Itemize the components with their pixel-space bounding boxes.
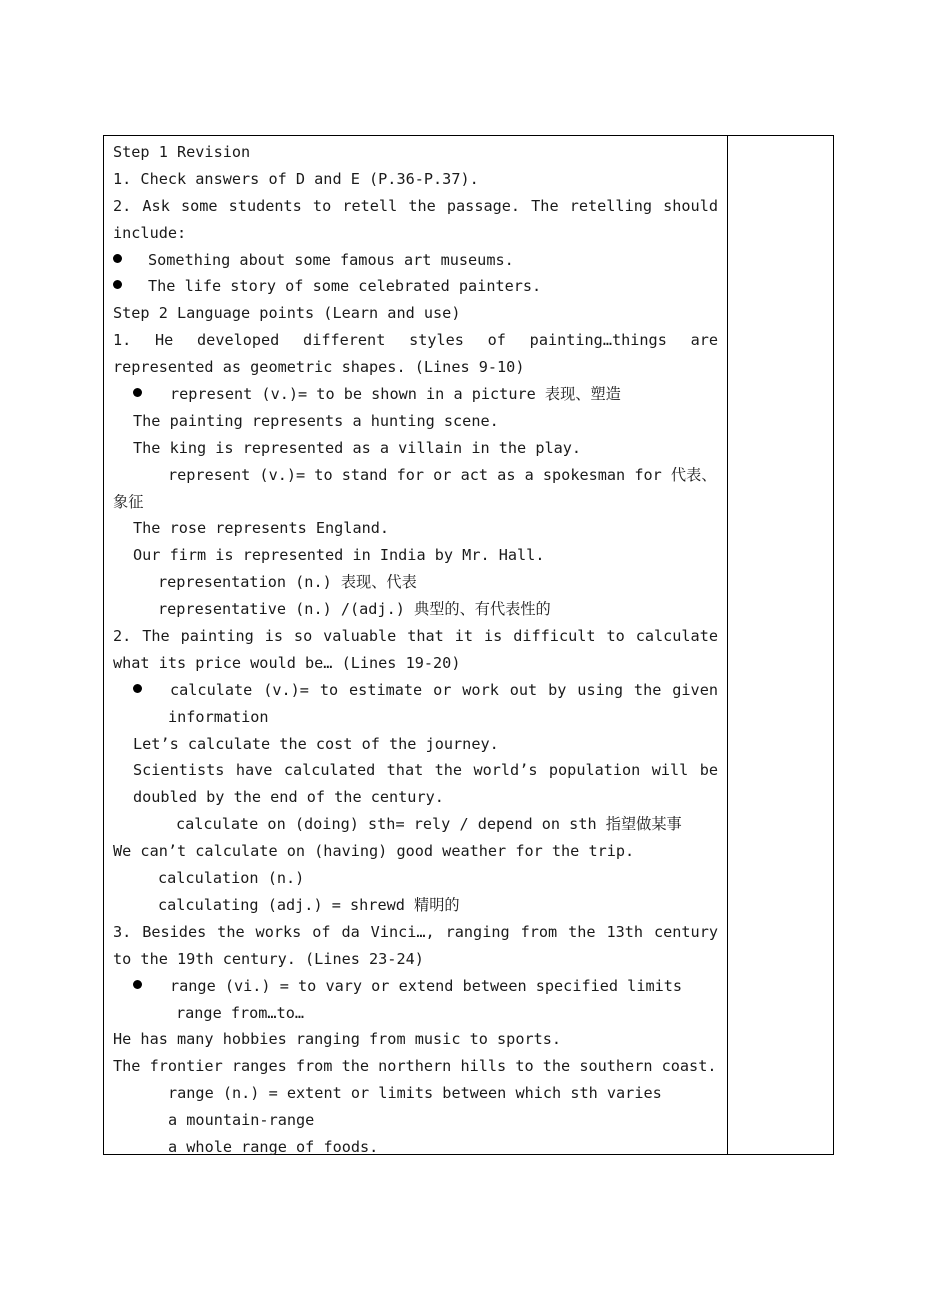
line-text: The frontier ranges from the northern hills to the southern coast. [113, 1057, 717, 1076]
line-text: what its price would be… (Lines 19-20) [113, 653, 461, 672]
line-text: to the 19th century. (Lines 23-24) [113, 949, 424, 968]
text-line [113, 1107, 718, 1134]
text-line [113, 1026, 718, 1053]
text-line [113, 489, 718, 516]
text-line [113, 327, 718, 354]
text-line [113, 946, 718, 973]
line-text: doubled by the end of the century. [133, 788, 444, 807]
line-text: calculating (adj.) = shrewd 精明的 [158, 895, 460, 914]
text-line [113, 1134, 718, 1161]
line-text: represent (v.)= to be shown in a picture 表现、塑造 [170, 385, 621, 404]
line-text: He has many hobbies ranging from music to sports. [113, 1030, 562, 1049]
bullet-line [113, 973, 718, 1000]
text-line [113, 139, 718, 166]
line-text: Our firm is represented in India by Mr. Hall. [133, 546, 545, 565]
line-text: Step 1 Revision [113, 143, 251, 161]
text-line [113, 731, 718, 758]
text-line [113, 704, 718, 731]
bullet-icon [113, 254, 122, 263]
bullet-line [113, 677, 718, 704]
text-line [113, 1080, 718, 1107]
text-line [113, 892, 718, 919]
lesson-table [103, 135, 834, 1155]
bullet-line [113, 247, 718, 274]
line-text: 1. He developed different styles of painting…things are [113, 331, 718, 350]
line-text: representative (n.) /(adj.) 典型的、有代表性的 [158, 600, 551, 619]
text-line [113, 650, 718, 677]
text-line [113, 569, 718, 596]
text-line [113, 462, 718, 489]
text-line [113, 1000, 718, 1027]
line-text: Scientists have calculated that the world’s population will be [133, 761, 718, 780]
text-line [113, 300, 718, 327]
bullet-icon [113, 280, 122, 289]
line-text: The rose represents England. [133, 519, 390, 538]
bullet-line [113, 381, 718, 408]
text-line [113, 811, 718, 838]
text-line [113, 354, 718, 381]
line-text: The life story of some celebrated painters. [148, 277, 542, 296]
bullet-icon [133, 388, 142, 397]
line-text: Let’s calculate the cost of the journey. [133, 734, 499, 753]
bullet-icon [133, 980, 142, 989]
line-text: representation (n.) 表现、代表 [158, 573, 417, 592]
line-text: information [168, 707, 269, 726]
line-text: range (n.) = extent or limits between which sth varies [168, 1084, 662, 1103]
text-line [113, 784, 718, 811]
line-text: Step 2 Language points (Learn and use) [113, 304, 461, 323]
line-text: The king is represented as a villain in the play. [133, 438, 582, 457]
text-line [113, 166, 718, 193]
text-line [113, 1053, 718, 1080]
text-line [113, 515, 718, 542]
text-line [113, 865, 718, 892]
line-text: a whole range of foods. [168, 1137, 379, 1156]
text-line [113, 596, 718, 623]
notes-column-cell [728, 136, 833, 1154]
text-line [113, 542, 718, 569]
line-text: 象征 [113, 492, 144, 511]
line-text: We can’t calculate on (having) good weather for the trip. [113, 842, 635, 861]
text-line [113, 408, 718, 435]
text-line [113, 435, 718, 462]
line-text: 2. The painting is so valuable that it is difficult to calculate [113, 627, 718, 646]
line-text: 2. Ask some students to retell the passage. The retelling should [113, 196, 718, 215]
line-text: 1. Check answers of D and E (P.36-P.37). [113, 169, 479, 188]
lesson-content-cell [113, 139, 718, 1161]
line-text: include: [113, 223, 187, 242]
line-text: The painting represents a hunting scene. [133, 411, 499, 430]
line-text: 3. Besides the works of da Vinci…, ranging from the 13th century [113, 922, 718, 941]
line-text: range (vi.) = to vary or extend between specified limits [170, 976, 683, 995]
text-line [113, 193, 718, 220]
text-line [113, 623, 718, 650]
line-text: a mountain-range [168, 1111, 315, 1130]
text-line [113, 757, 718, 784]
line-text: represent (v.)= to stand for or act as a spokesman for 代表、 [168, 465, 717, 484]
bullet-icon [133, 684, 142, 693]
bullet-line [113, 273, 718, 300]
line-text: calculate on (doing) sth= rely / depend on sth 指望做某事 [176, 815, 682, 834]
line-text: calculate (v.)= to estimate or work out by using the given [170, 680, 718, 699]
text-line [113, 919, 718, 946]
text-line [113, 838, 718, 865]
line-text: range from…to… [176, 1003, 305, 1022]
text-line [113, 220, 718, 247]
line-text: calculation (n.) [158, 869, 305, 888]
line-text: represented as geometric shapes. (Lines 9-10) [113, 358, 525, 377]
line-text: Something about some famous art museums. [148, 250, 514, 269]
